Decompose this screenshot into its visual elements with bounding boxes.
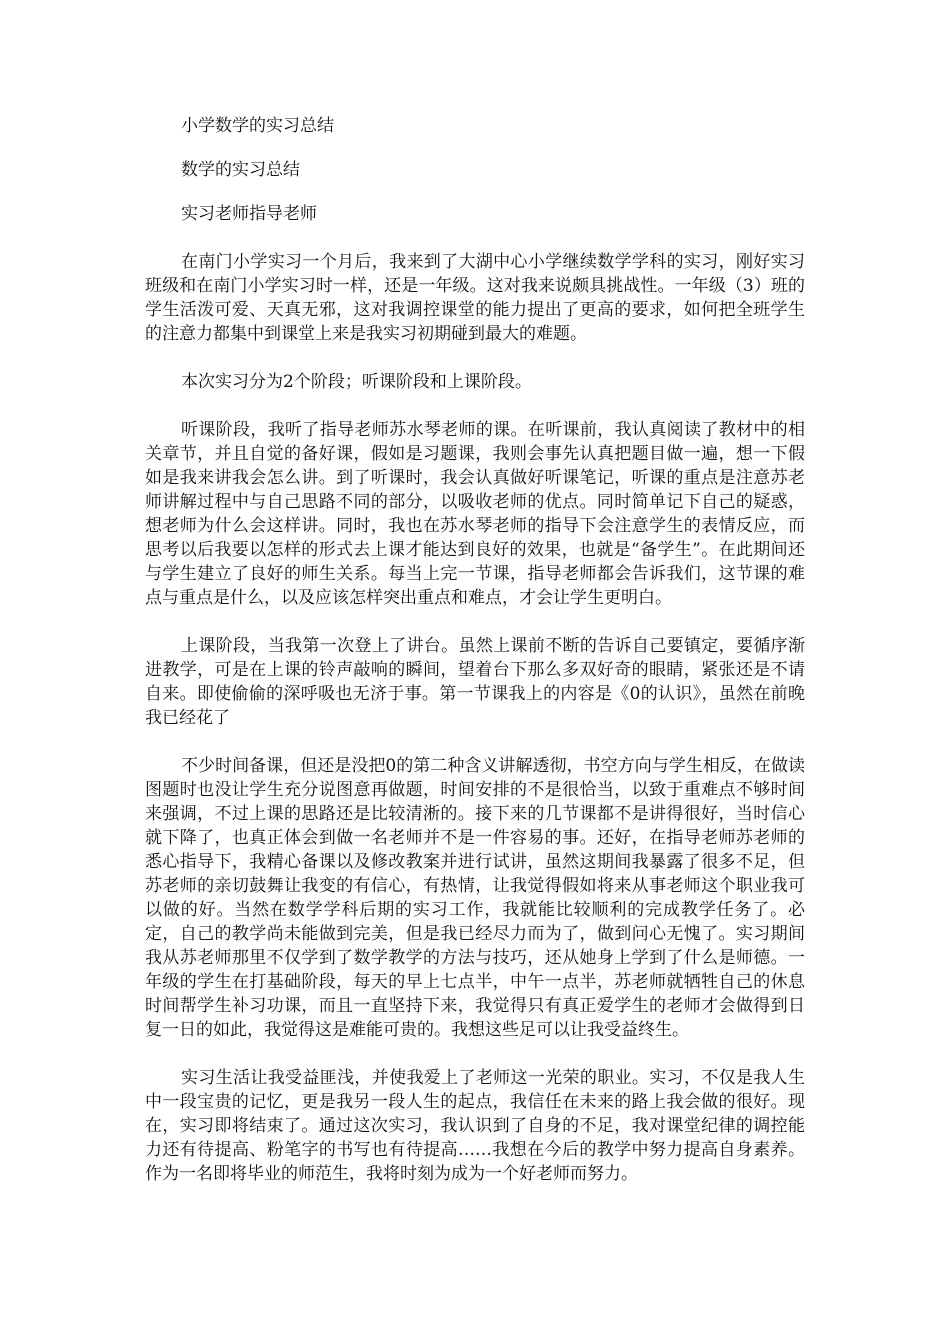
document-body <box>145 114 805 1186</box>
document-subtitle: 数学的实习总结 <box>181 160 300 180</box>
paragraph-observation-stage: 听课阶段，我听了指导老师苏水琴老师的课。在听课前，我认真阅读了教材中的相关章节，并且自觉的备好课，假如是习题课，我则会事先认真把题目做一遍，想一下假如是我来讲我会怎么讲。到了听课时，我会认真做好听课笔记，听课的重点是注意苏老师讲解过程中与自己思路不同的部分，以吸收老师的优点。同时简单记下自己的疑惑，想老师为什么会这样讲。同时，我也在苏水琴老师的指导下会注意学生的表情反应，而思考以后我要以怎样的形式去上课才能达到良好的效果，也就是“备学生”。在此期间还与学生建立了良好的师生关系。每当上完一节课，指导老师都会告诉我们，这节课的难点与重点是什么，以及应该怎样突出重点和难点，才会让学生更明白。 <box>145 420 805 608</box>
paragraph-teaching-stage: 上课阶段，当我第一次登上了讲台。虽然上课前不断的告诉自己要镇定，要循序渐进教学，可是在上课的铃声敲响的瞬间，望着台下那么多双好奇的眼睛，紧张还是不请自来。即使偷偷的深呼吸也无济于事。第一节课我上的内容是《0的认识》，虽然在前晚我已经花了 <box>145 636 805 728</box>
paragraph-teaching-continued: 不少时间备课，但还是没把0的第二种含义讲解透彻，书空方向与学生相反，在做读图题时也没让学生充分说图意再做题，时间安排的不是很恰当，以致于重难点不够时间来强调，不过上课的思路还是比较清淅的。接下来的几节课都不是讲得很好，当时信心就下降了，也真正体会到做一名老师并不是一件容易的事。还好，在指导老师苏老师的悉心指导下，我精心备课以及修改教案并进行试讲，虽然这期间我暴露了很多不足，但苏老师的亲切鼓舞让我变的有信心，有热情，让我觉得假如将来从事老师这个职业我可以做的好。当然在数学学科后期的实习工作，我就能比较顺利的完成教学任务了。必定，自己的教学尚未能做到完美，但是我已经尽力而为了，做到问心无愧了。实习期间我从苏老师那里不仅学到了数学教学的方法与技巧，还从她身上学到了什么是师德。一年级的学生在打基础阶段，每天的早上七点半，中午一点半，苏老师就牺牲自己的休息时间帮学生补习功课，而且一直坚持下来，我觉得只有真正爱学生的老师才会做得到日复一日的如此，我觉得这是难能可贵的。我想这些足可以让我受益终生。 <box>145 756 805 1040</box>
paragraph-stages: 本次实习分为2个阶段；听课阶段和上课阶段。 <box>181 372 532 392</box>
paragraph-intro: 在南门小学实习一个月后，我来到了大湖中心小学继续数学学科的实习，刚好实习班级和在南门小学实习时一样，还是一年级。这对我来说颇具挑战性。一年级（3）班的学生活泼可爱、天真无邪，这对我调控课堂的能力提出了更高的要求，如何把全班学生的注意力都集中到课堂上来是我实习初期碰到最大的难题。 <box>145 252 805 344</box>
paragraph-conclusion: 实习生活让我受益匪浅，并使我爱上了老师这一光荣的职业。实习，不仅是我人生中一段宝贵的记忆，更是我另一段人生的起点，我信任在未来的路上我会做的很好。现在，实习即将结束了。通过这次实习，我认识到了自身的不足，我对课堂纪律的调控能力还有待提高、粉笔字的书写也有待提高……我想在今后的教学中努力提高自身素养。作为一名即将毕业的师范生，我将时刻为成为一个好老师而努力。 <box>145 1068 805 1184</box>
author-line: 实习老师指导老师 <box>181 204 317 224</box>
document-title: 小学数学的实习总结 <box>181 116 334 136</box>
